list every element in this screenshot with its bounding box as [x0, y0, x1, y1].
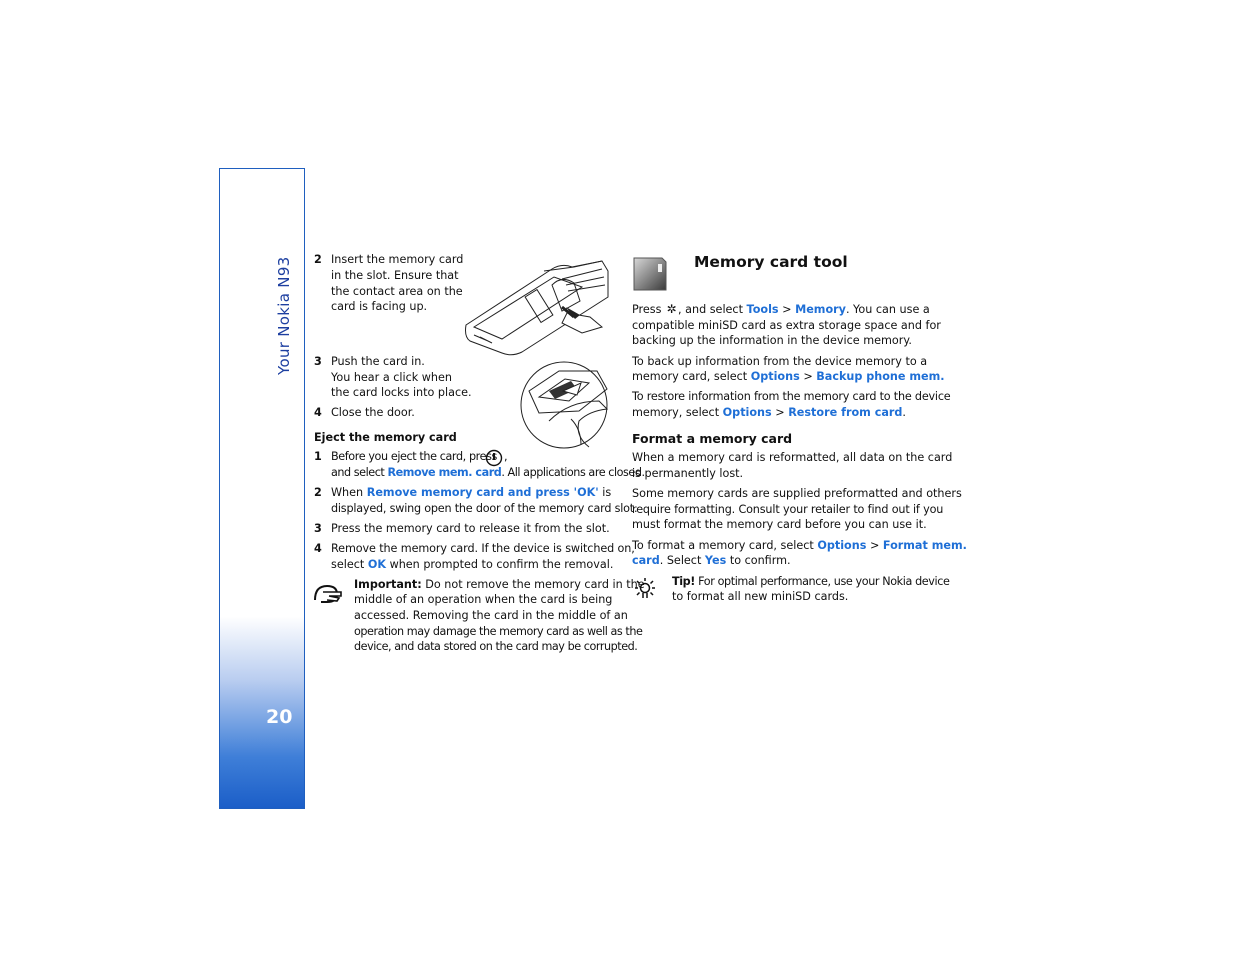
section-title-vertical: Your Nokia N93: [275, 256, 293, 375]
step-text: displayed, swing open the door of the memory card slot.: [331, 502, 638, 515]
tip-note: to format all new miniSD cards.: [672, 590, 849, 603]
important-note: accessed. Removing the card in the middle of an: [354, 609, 628, 622]
menu-option-format: Format mem.: [882, 539, 967, 552]
memory-card-tool-icon: [632, 256, 668, 292]
important-note: operation may damage the memory card as well as the: [354, 625, 643, 638]
step-number: 1: [314, 450, 322, 463]
step-text: Close the door.: [331, 406, 415, 419]
tip-note: Tip! For optimal performance, use your Nokia device: [672, 575, 950, 588]
eject-heading: Eject the memory card: [314, 431, 457, 444]
menu-option-options: Options: [722, 406, 772, 419]
paragraph: backing up the information in the device memory.: [632, 334, 912, 347]
step-number: 3: [314, 522, 322, 535]
paragraph: To format a memory card, select Options > Format mem.: [632, 539, 967, 552]
step-text: Remove the memory card. If the device is switched on,: [331, 542, 635, 555]
paragraph: require formatting. Consult your retailer to find out if you: [632, 503, 944, 516]
step-text: the card locks into place.: [331, 386, 472, 399]
paragraph: must format the memory card before you can use it.: [632, 518, 927, 531]
menu-option-options: Options: [750, 370, 800, 383]
step-number: 4: [314, 406, 322, 419]
menu-option-options: Options: [817, 539, 867, 552]
important-note: device, and data stored on the card may be corrupted.: [354, 640, 638, 653]
step-text: the contact area on the: [331, 285, 463, 298]
section-heading: Memory card tool: [694, 253, 848, 271]
insert-card-illustration: [462, 257, 612, 357]
paragraph: is permanently lost.: [632, 467, 744, 480]
paragraph: To back up information from the device memory to a: [632, 355, 928, 368]
paragraph: When a memory card is reformatted, all data on the card: [632, 451, 953, 464]
menu-option-backup: Backup phone mem.: [816, 370, 945, 383]
paragraph: Some memory cards are supplied preformatted and others: [632, 487, 962, 500]
step-text: Insert the memory card: [331, 253, 464, 266]
paragraph: memory, select Options > Restore from card.: [632, 406, 906, 419]
subsection-heading: Format a memory card: [632, 431, 793, 446]
step-number: 3: [314, 355, 322, 368]
paragraph: card. Select Yes to confirm.: [632, 554, 791, 567]
paragraph: compatible miniSD card as extra storage space and for: [632, 319, 941, 332]
step-text: and select Remove mem. card. All applications are closed.: [331, 466, 645, 479]
option-ok: OK: [367, 558, 386, 571]
menu-key-icon: ✲: [666, 302, 677, 316]
prompt-remove-card: Remove memory card and press 'OK': [366, 486, 599, 499]
step-number: 4: [314, 542, 322, 555]
step-number: 2: [314, 486, 322, 499]
paragraph: memory card, select Options > Backup phone mem.: [632, 370, 945, 383]
tip-bulb-icon: [632, 577, 658, 601]
step-text: When Remove memory card and press 'OK' is: [331, 486, 612, 499]
step-text: card is facing up.: [331, 300, 428, 313]
step-text: Before you eject the card, press: [331, 450, 497, 463]
page-number: 20: [266, 706, 293, 728]
step-text: ,: [504, 450, 508, 463]
menu-option-tools: Tools: [746, 303, 779, 316]
option-yes: Yes: [704, 554, 727, 567]
menu-option-memory: Memory: [795, 303, 846, 316]
step-text: in the slot. Ensure that: [331, 269, 459, 282]
step-text: select OK when prompted to confirm the removal.: [331, 558, 614, 571]
step-text: You hear a click when: [331, 371, 453, 384]
push-card-illustration: [519, 361, 611, 451]
step-number: 2: [314, 253, 322, 266]
important-note: Important: Do not remove the memory card in the: [354, 578, 645, 591]
important-note: middle of an operation when the card is being: [354, 593, 613, 606]
menu-option-restore: Restore from card: [788, 406, 903, 419]
menu-option-format: card: [632, 554, 660, 567]
important-hand-icon: [313, 582, 343, 604]
paragraph: To restore information from the memory card to the device: [632, 390, 951, 403]
menu-option-remove-card: Remove mem. card: [387, 466, 502, 479]
paragraph: Press ✲, and select Tools > Memory. You can use a: [632, 302, 930, 316]
step-text: Push the card in.: [331, 355, 425, 368]
step-text: Press the memory card to release it from the slot.: [331, 522, 610, 535]
